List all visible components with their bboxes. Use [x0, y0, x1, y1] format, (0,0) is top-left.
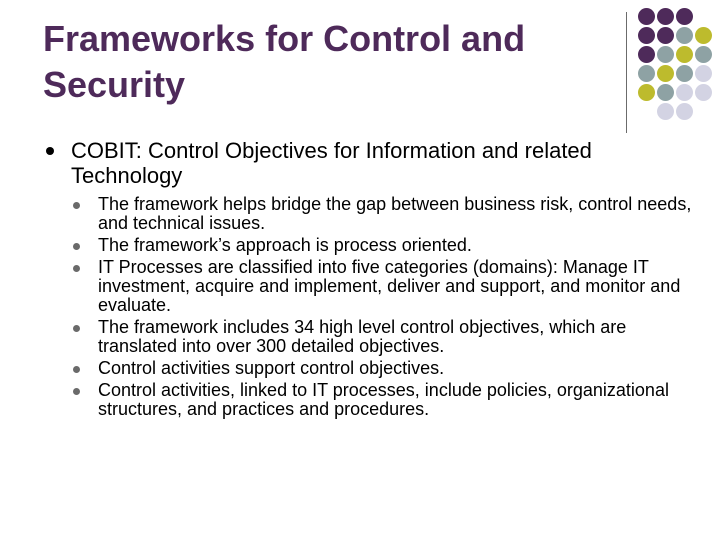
- sub-bullet-item: [71, 381, 696, 419]
- sub-bullet-item: [71, 195, 696, 233]
- sub-bullet-item: [71, 359, 696, 378]
- decorative-dot: [676, 8, 693, 25]
- sub-bullet-item: [71, 318, 696, 356]
- sub-bullet-item: [71, 258, 696, 315]
- decorative-dot: [638, 46, 655, 63]
- decorative-dot: [638, 65, 655, 82]
- sub-bullet-dot-icon: [73, 388, 80, 395]
- bullet-text: COBIT: Control Objectives for Information and related Technology: [71, 138, 592, 188]
- sub-bullet-text: The framework’s approach is process oriented.: [98, 235, 472, 255]
- decorative-dot: [657, 27, 674, 44]
- sub-bullet-dot-icon: [73, 243, 80, 250]
- sub-bullet-text: Control activities support control objectives.: [98, 358, 445, 378]
- decorative-dot: [638, 27, 655, 44]
- bullet-cobit: [46, 138, 696, 188]
- sub-bullet-text: The framework helps bridge the gap between business risk, control needs, and technical issues.: [98, 194, 692, 233]
- sub-bullet-text: The framework includes 34 high level control objectives, which are translated into over 300 detailed objectives.: [98, 317, 627, 356]
- decorative-dot: [657, 84, 674, 101]
- sub-bullet-text: Control activities, linked to IT processes, include policies, organizational structures, and practices and procedures.: [98, 380, 669, 419]
- sub-bullet-dot-icon: [73, 366, 80, 373]
- bullet-dot-icon: [46, 147, 54, 155]
- slide-title: Frameworks for Control and Security: [43, 18, 526, 105]
- decorative-dot: [676, 103, 693, 120]
- decorative-dot: [676, 27, 693, 44]
- title-divider-line: [626, 12, 627, 133]
- decorative-dot: [657, 46, 674, 63]
- sub-bullet-dot-icon: [73, 265, 80, 272]
- decorative-dot: [695, 65, 712, 82]
- decorative-dot: [657, 103, 674, 120]
- decorative-dot: [638, 84, 655, 101]
- decorative-dot: [695, 27, 712, 44]
- slide-body: [46, 138, 696, 422]
- decorative-dot: [657, 8, 674, 25]
- sub-bullet-dot-icon: [73, 325, 80, 332]
- sub-bullet-text: IT Processes are classified into five categories (domains): Manage IT investment, acquire and implement, deliver and support, and monitor and evaluate.: [98, 257, 681, 315]
- decorative-dot: [638, 8, 655, 25]
- sub-bullet-dot-icon: [73, 202, 80, 209]
- sub-bullet-item: [71, 236, 696, 255]
- decorative-dot: [695, 46, 712, 63]
- decorative-dot: [676, 65, 693, 82]
- decorative-dot: [676, 46, 693, 63]
- sub-bullet-list: [46, 195, 696, 419]
- decorative-dot: [676, 84, 693, 101]
- decorative-dot: [657, 65, 674, 82]
- decorative-dot: [695, 84, 712, 101]
